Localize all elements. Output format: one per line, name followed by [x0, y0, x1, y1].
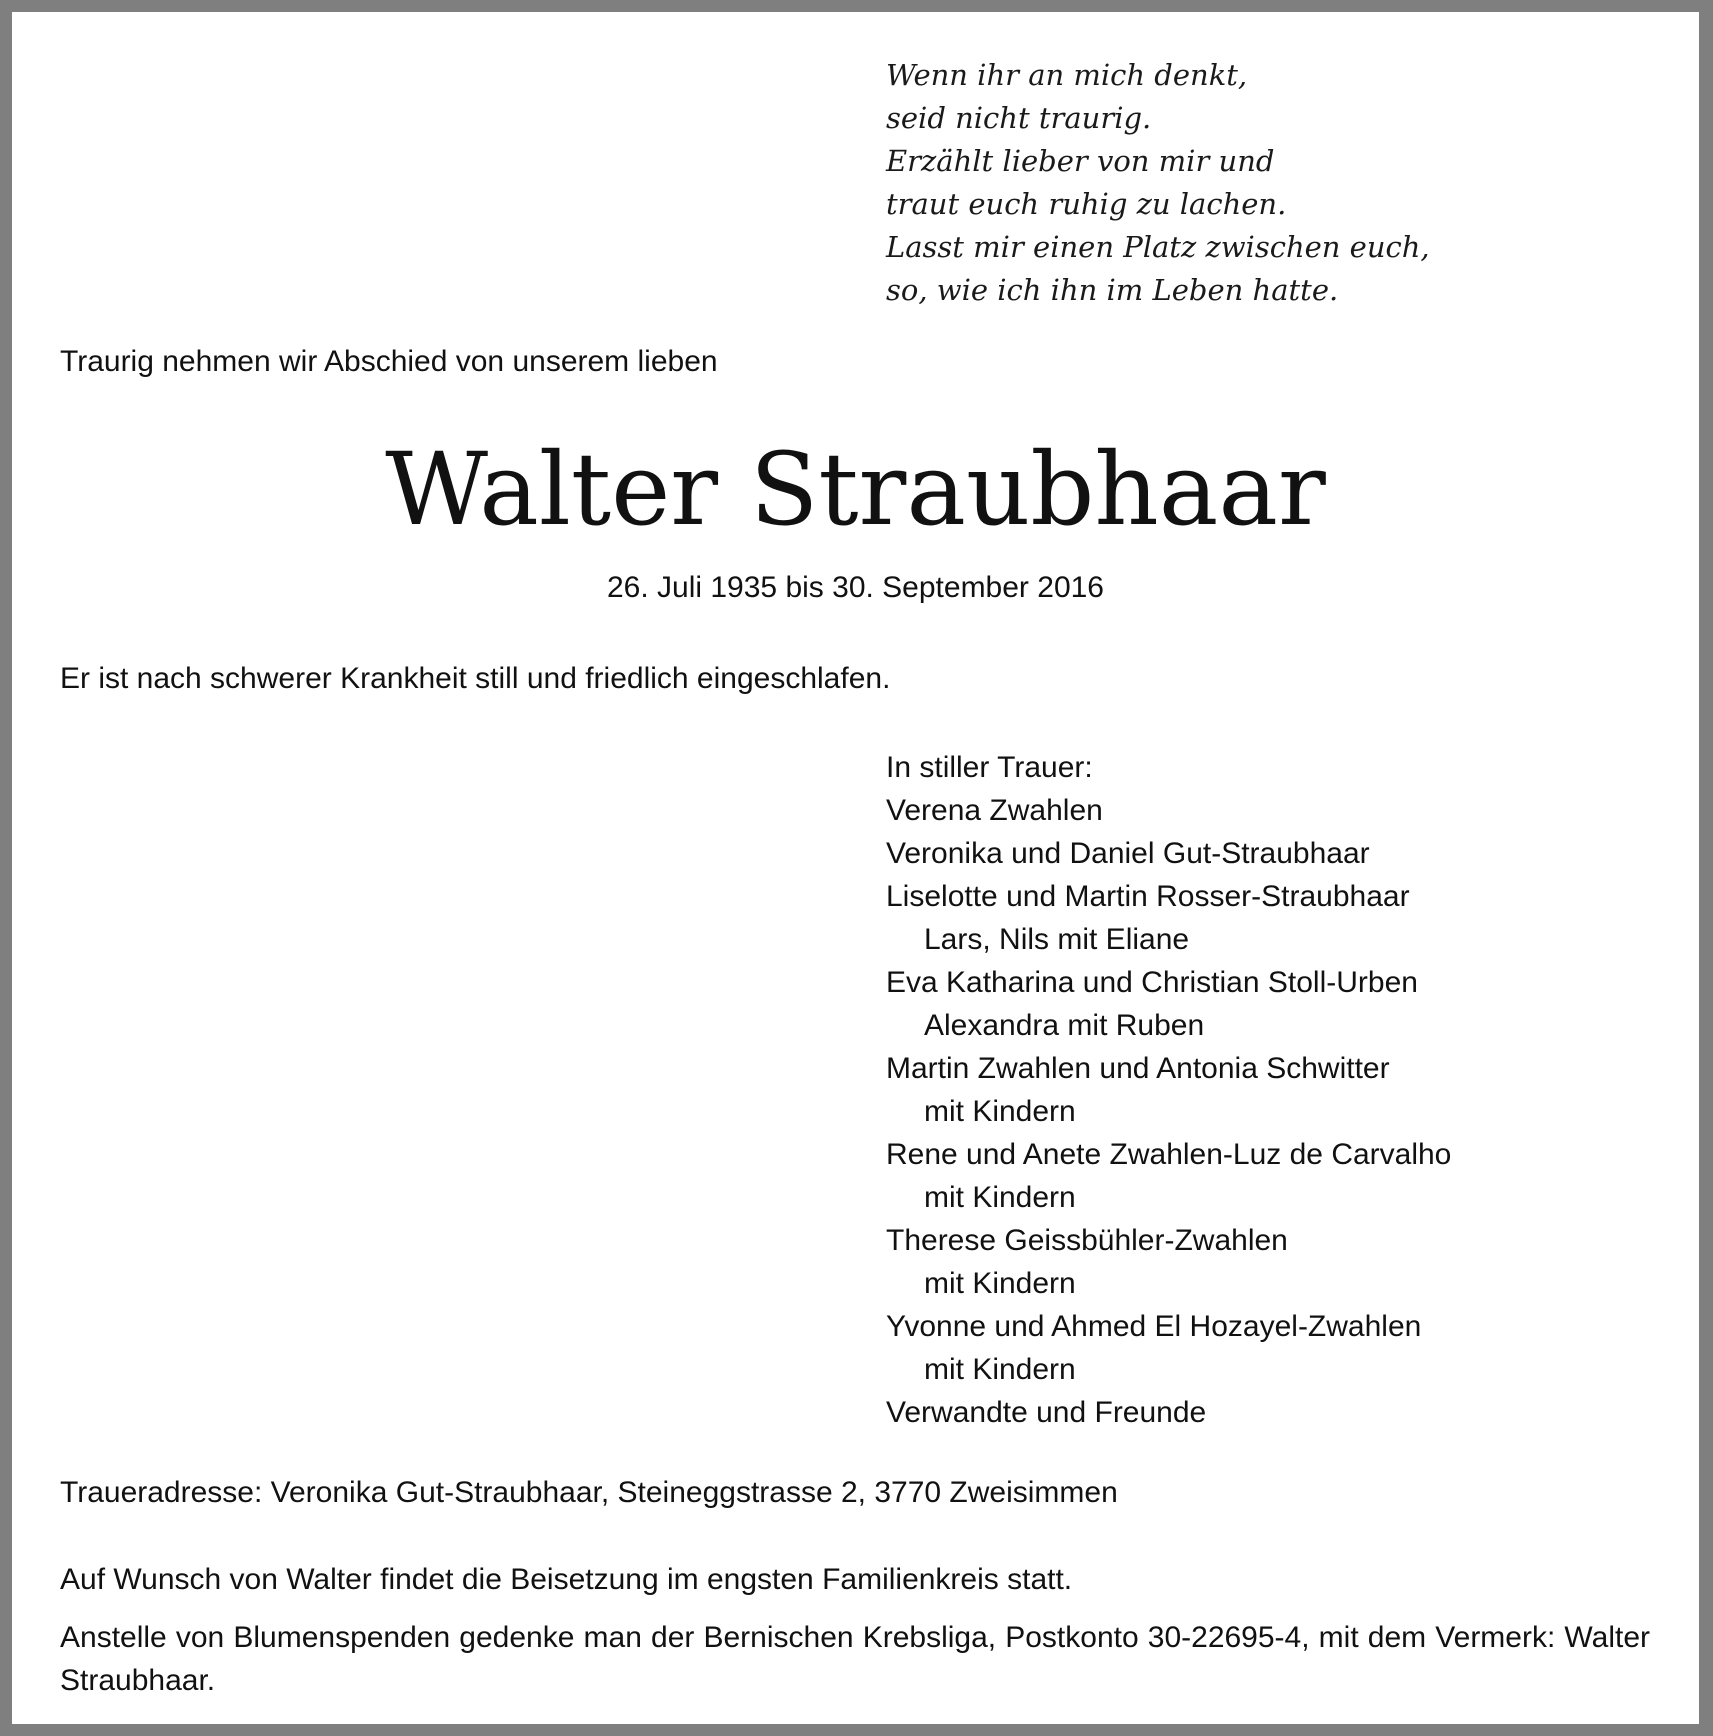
- mourner-line: Liselotte und Martin Rosser-Straubhaar: [886, 880, 1410, 913]
- deceased-name: Walter Straubhaar: [385, 431, 1326, 548]
- donation-note: Anstelle von Blumenspenden gedenke man der Bernischen Krebsliga, Postkonto 30-22695-4, mit dem Vermerk: Walter Straubhaar.: [60, 1621, 1650, 1697]
- poem-line: seid nicht traurig.: [886, 101, 1152, 135]
- burial-note: Auf Wunsch von Walter findet die Beisetzung im engsten Familienkreis statt.: [60, 1563, 1073, 1596]
- mourner-subline: mit Kindern: [924, 1267, 1076, 1300]
- poem: [886, 54, 1430, 312]
- mourners-list: [886, 746, 1451, 1434]
- intro-text: Traurig nehmen wir Abschied von unserem lieben: [60, 345, 718, 378]
- poem-line: Erzählt lieber von mir und: [886, 144, 1275, 178]
- mourner-line: Yvonne und Ahmed El Hozayel-Zwahlen: [886, 1310, 1422, 1343]
- mourner-subline: mit Kindern: [924, 1181, 1076, 1214]
- obituary-notice: [12, 12, 1699, 1724]
- mourners-heading: In stiller Trauer:: [886, 751, 1093, 784]
- mourning-address: Traueradresse: Veronika Gut-Straubhaar, Steineggstrasse 2, 3770 Zweisimmen: [60, 1476, 1118, 1509]
- mourner-line: Rene und Anete Zwahlen-Luz de Carvalho: [886, 1138, 1452, 1171]
- mourner-line: Therese Geissbühler-Zwahlen: [886, 1224, 1288, 1257]
- poem-line: Wenn ihr an mich denkt,: [886, 58, 1248, 92]
- mourner-line: Veronika und Daniel Gut-Straubhaar: [886, 837, 1370, 870]
- mourner-subline: mit Kindern: [924, 1353, 1076, 1386]
- mourner-line: Martin Zwahlen und Antonia Schwitter: [886, 1052, 1390, 1085]
- mourner-subline: Lars, Nils mit Eliane: [924, 923, 1190, 956]
- mourner-subline: Alexandra mit Ruben: [924, 1009, 1205, 1042]
- poem-line: so, wie ich ihn im Leben hatte.: [886, 273, 1339, 307]
- death-statement: Er ist nach schwerer Krankheit still und friedlich eingeschlafen.: [60, 662, 891, 695]
- life-dates: 26. Juli 1935 bis 30. September 2016: [606, 571, 1104, 604]
- poem-line: traut euch ruhig zu lachen.: [886, 187, 1287, 221]
- poem-line: Lasst mir einen Platz zwischen euch,: [886, 230, 1430, 264]
- mourner-subline: mit Kindern: [924, 1095, 1076, 1128]
- mourner-line: Verwandte und Freunde: [886, 1396, 1207, 1429]
- mourner-line: Verena Zwahlen: [886, 794, 1103, 827]
- mourner-line: Eva Katharina und Christian Stoll-Urben: [886, 966, 1418, 999]
